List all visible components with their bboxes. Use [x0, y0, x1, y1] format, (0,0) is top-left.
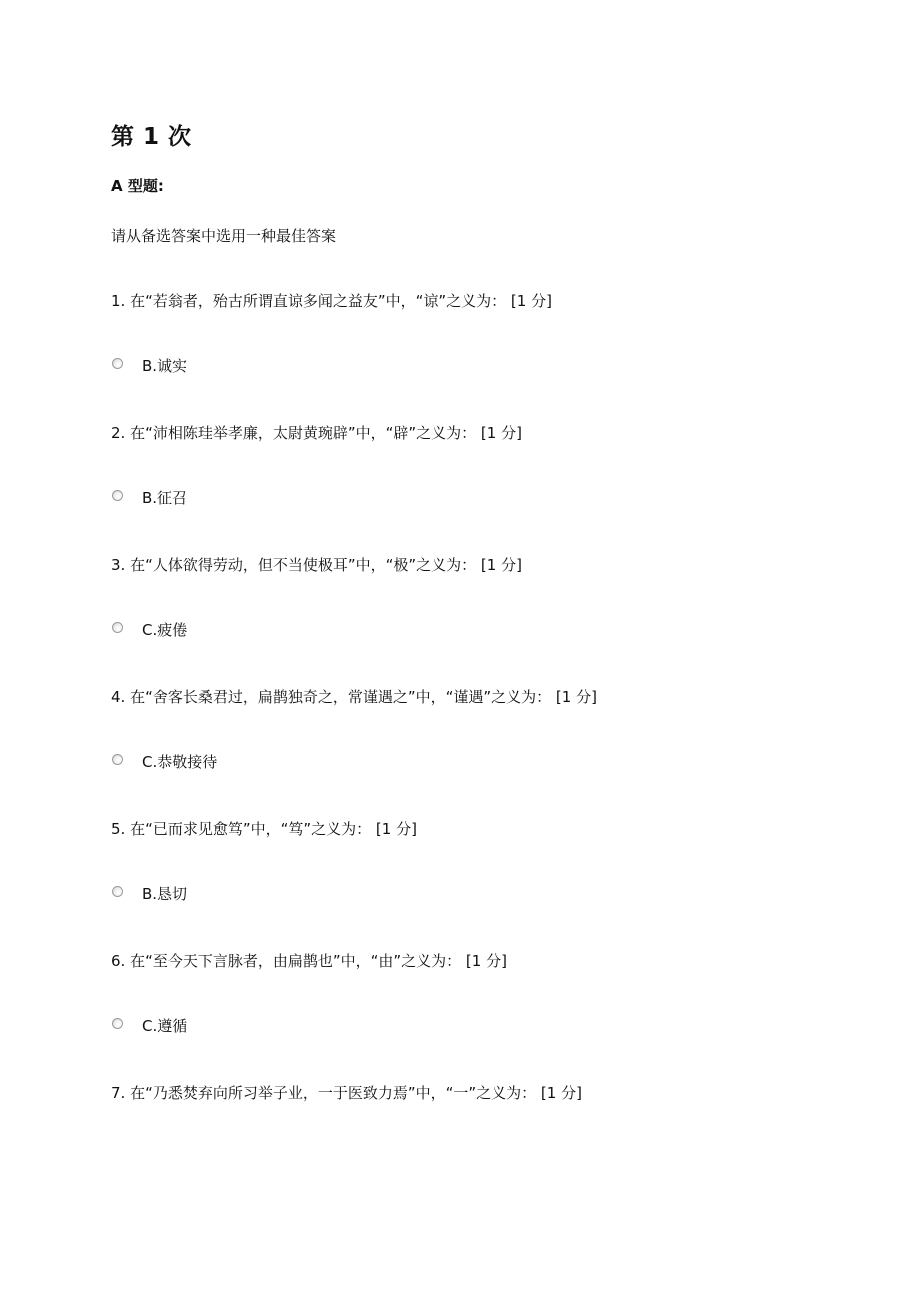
question-4: 4. 在“舍客长桑君过，扁鹊独奇之，常谨遇之”中，“谨遇”之义为： [1 分] [111, 688, 597, 706]
answer-option-3[interactable] [112, 618, 187, 642]
radio-button-icon[interactable] [112, 490, 123, 501]
question-2: 2. 在“沛相陈珪举孝廉，太尉黄琬辟”中，“辟”之义为： [1 分] [111, 424, 522, 442]
answer-label: C.恭敬接待 [142, 753, 218, 771]
answer-label: B.征召 [142, 489, 188, 507]
answer-option-1[interactable] [112, 354, 187, 378]
answer-option-4[interactable] [112, 750, 217, 774]
question-6: 6. 在“至今天下言脉者，由扁鹊也”中，“由”之义为： [1 分] [111, 952, 507, 970]
question-1: 1. 在“若翁者，殆古所谓直谅多闻之益友”中，“谅”之义为： [1 分] [111, 292, 552, 310]
answer-option-6[interactable] [112, 1014, 187, 1038]
answer-label: C.疲倦 [142, 621, 188, 639]
question-3: 3. 在“人体欲得劳动，但不当使极耳”中，“极”之义为： [1 分] [111, 556, 522, 574]
question-5: 5. 在“已而求见愈笃”中，“笃”之义为： [1 分] [111, 820, 417, 838]
radio-button-icon[interactable] [112, 358, 123, 369]
radio-button-icon[interactable] [112, 886, 123, 897]
radio-button-icon[interactable] [112, 622, 123, 633]
answer-option-2[interactable] [112, 486, 187, 510]
section-label: A 型题: [111, 177, 164, 195]
instruction-text: 请从备选答案中选用一种最佳答案 [111, 227, 337, 245]
page-title: 第 1 次 [111, 124, 192, 150]
answer-label: B.恳切 [142, 885, 188, 903]
radio-button-icon[interactable] [112, 754, 123, 765]
answer-label: C.遵循 [142, 1017, 188, 1035]
question-7: 7. 在“乃悉焚弃向所习举子业，一于医致力焉”中，“一”之义为： [1 分] [111, 1084, 582, 1102]
answer-label: B.诚实 [142, 357, 188, 375]
radio-button-icon[interactable] [112, 1018, 123, 1029]
answer-option-5[interactable] [112, 882, 187, 906]
